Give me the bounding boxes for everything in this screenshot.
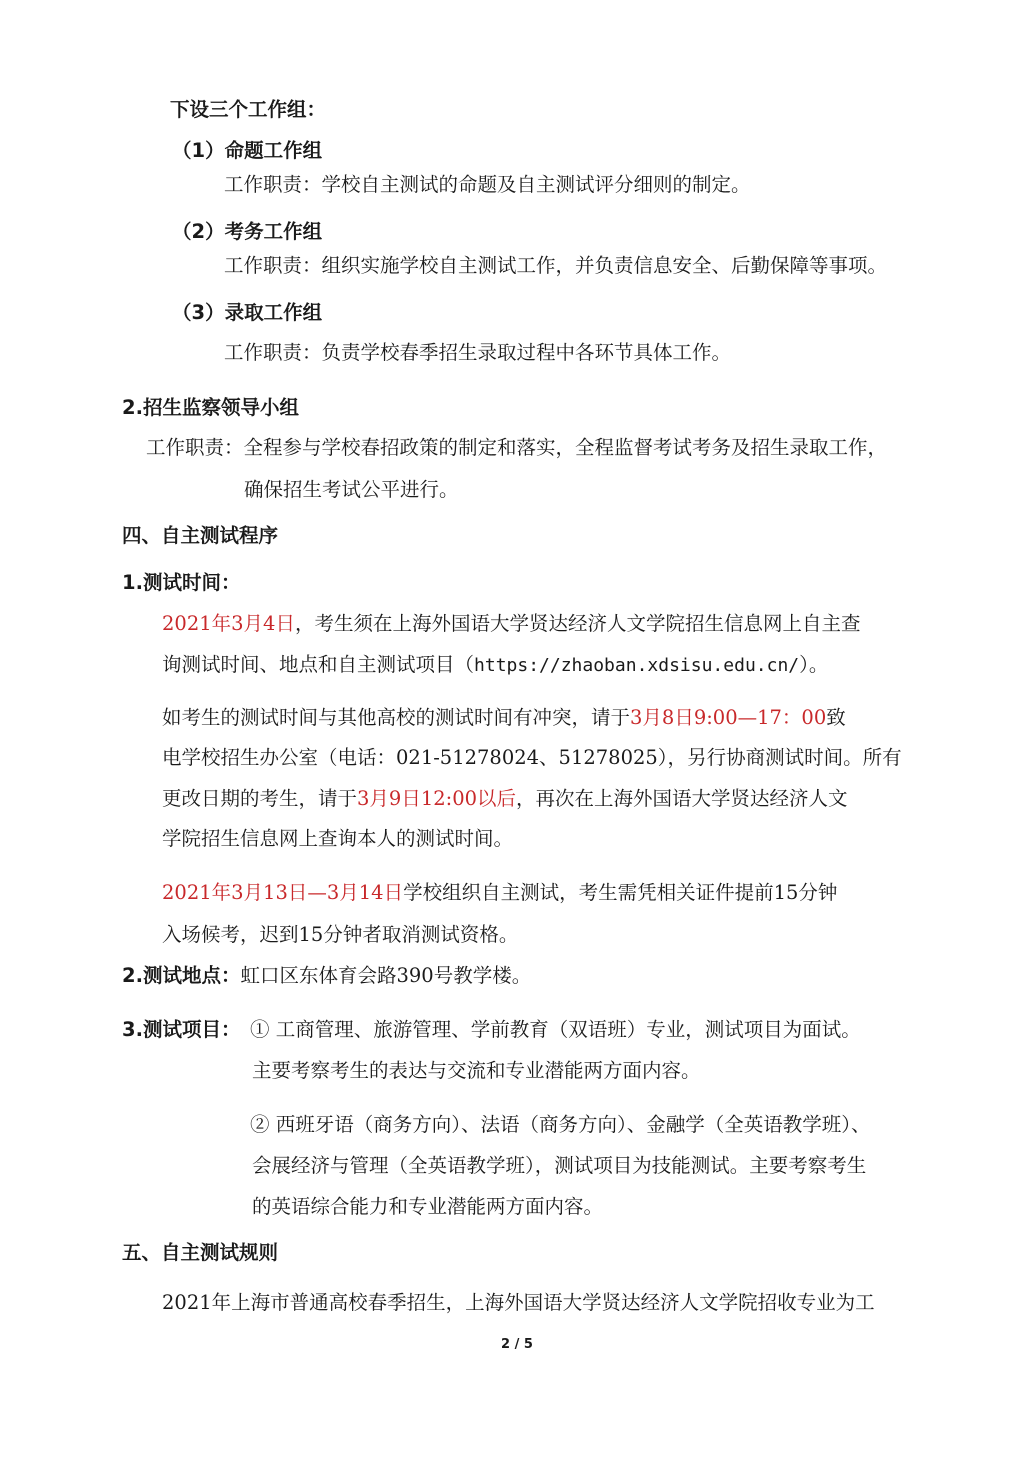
admission-website-link[interactable]: https://zhaoban.xdsisu.edu.cn/ xyxy=(474,655,800,676)
group-3-title: （3）录取工作组 xyxy=(172,301,323,324)
test-item-1-line1: ① 工商管理、旅游管理、学前教育（双语班）专业，测试项目为面试。 xyxy=(250,1018,861,1041)
groups-intro: 下设三个工作组： xyxy=(170,98,327,121)
test-time-p2-line1 xyxy=(162,705,846,731)
p2-line3-end: ，再次在上海外国语大学贤达经济人文 xyxy=(516,787,848,810)
group-2-title: （2）考务工作组 xyxy=(172,220,323,243)
page-number: 2 / 5 xyxy=(501,1337,533,1352)
p3-text: 学校组织自主测试，考生需凭相关证件提前15分钟 xyxy=(403,881,838,904)
test-item-2-line2: 会展经济与管理（全英语教学班），测试项目为技能测试。主要考察考生 xyxy=(252,1154,867,1177)
test-place-title: 2.测试地点： xyxy=(122,964,241,987)
section5-title: 五、自主测试规则 xyxy=(122,1241,279,1264)
supervision-duty-line2: 确保招生考试公平进行。 xyxy=(244,478,459,501)
group-1-duty: 工作职责：学校自主测试的命题及自主测试评分细则的制定。 xyxy=(224,173,751,196)
test-time-p1-line2 xyxy=(162,652,828,679)
test-item-2-line3: 的英语综合能力和专业潜能两方面内容。 xyxy=(252,1195,604,1218)
test-time-p2-line2: 电学校招生办公室（电话：021-51278024、51278025），另行协商测试时间。所有 xyxy=(162,746,902,769)
section4-title: 四、自主测试程序 xyxy=(122,524,279,547)
test-time-p3-line2: 入场候考，迟到15分钟者取消测试资格。 xyxy=(162,923,519,946)
test-date-query: 2021年3月4日 xyxy=(162,612,295,635)
p2-line3-start: 更改日期的考生，请于 xyxy=(162,787,358,810)
test-time-p2-line4: 学院招生信息网上查询本人的测试时间。 xyxy=(162,827,514,850)
test-item-2-line1: ② 西班牙语（商务方向）、法语（商务方向）、金融学（全英语教学班）、 xyxy=(250,1113,871,1136)
test-items-title: 3.测试项目： xyxy=(122,1018,241,1041)
test-dates: 2021年3月13日—3月14日 xyxy=(162,881,404,904)
section5-line1: 2021年上海市普通高校春季招生，上海外国语大学贤达经济人文学院招收专业为工 xyxy=(162,1291,875,1314)
group-3-duty: 工作职责：负责学校春季招生录取过程中各环节具体工作。 xyxy=(224,341,732,364)
test-time-p2-line3 xyxy=(162,786,848,812)
test-time-p3-line1 xyxy=(162,880,837,906)
group-1-title: （1）命题工作组 xyxy=(172,139,323,162)
group-2-duty: 工作职责：组织实施学校自主测试工作，并负责信息安全、后勤保障等事项。 xyxy=(224,254,888,277)
supervision-duty-line1: 工作职责：全程参与学校春招政策的制定和落实，全程监督考试考务及招生录取工作， xyxy=(146,436,888,459)
requery-date: 3月9日12:00以后 xyxy=(357,787,517,810)
supervision-title: 2.招生监察领导小组 xyxy=(122,396,299,419)
p2-line1-end: 致 xyxy=(826,706,846,729)
p2-line1-start: 如考生的测试时间与其他高校的测试时间有冲突，请于 xyxy=(162,706,631,729)
p1-line2-end: ）。 xyxy=(799,653,829,676)
p1-line2-start: 询测试时间、地点和自主测试项目（ xyxy=(162,653,475,676)
p1-text: ，考生须在上海外国语大学贤达经济人文学院招生信息网上自主查 xyxy=(294,612,861,635)
test-time-title: 1.测试时间： xyxy=(122,571,241,594)
test-time-p1-line1 xyxy=(162,611,860,637)
test-place xyxy=(122,963,531,989)
conflict-call-date: 3月8日9:00—17：00 xyxy=(630,706,827,729)
test-place-text: 虹口区东体育会路390号教学楼。 xyxy=(240,964,532,987)
test-item-1-line2: 主要考察考生的表达与交流和专业潜能两方面内容。 xyxy=(252,1059,701,1082)
